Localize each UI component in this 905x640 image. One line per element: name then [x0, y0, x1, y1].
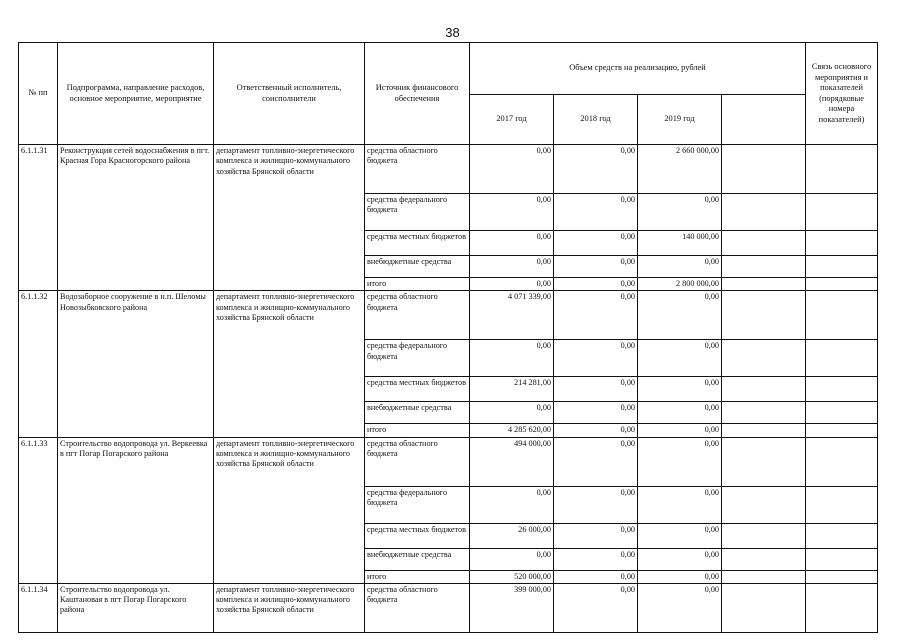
- funding-source: итого: [365, 570, 470, 583]
- amount-cell: 399 000,00: [470, 583, 554, 632]
- amount-cell: 0,00: [638, 548, 722, 570]
- amount-cell: 0,00: [554, 583, 638, 632]
- link-cell: [806, 424, 878, 437]
- amount-cell: 26 000,00: [470, 523, 554, 548]
- amount-cell: 0,00: [554, 570, 638, 583]
- amount-cell: 0,00: [470, 194, 554, 231]
- empty-year-cell: [722, 583, 806, 632]
- amount-cell: 0,00: [638, 437, 722, 486]
- header-volume: Объем средств на реализацию, рублей: [470, 43, 806, 95]
- funding-source: внебюджетные средства: [365, 402, 470, 424]
- amount-cell: 520 000,00: [470, 570, 554, 583]
- header-year-2019: 2019 год: [638, 95, 722, 145]
- link-cell: [806, 583, 878, 632]
- empty-year-cell: [722, 377, 806, 402]
- funding-source: средства областного бюджета: [365, 145, 470, 194]
- link-cell: [806, 377, 878, 402]
- amount-cell: 0,00: [638, 194, 722, 231]
- table-row: [19, 145, 878, 194]
- amount-cell: 0,00: [638, 486, 722, 523]
- link-cell: [806, 402, 878, 424]
- link-cell: [806, 548, 878, 570]
- funding-table: [18, 42, 878, 633]
- empty-year-cell: [722, 548, 806, 570]
- funding-source: средства местных бюджетов: [365, 377, 470, 402]
- amount-cell: 0,00: [554, 231, 638, 256]
- table-body: [19, 145, 878, 633]
- amount-cell: 0,00: [470, 231, 554, 256]
- empty-year-cell: [722, 194, 806, 231]
- funding-source: итого: [365, 424, 470, 437]
- executor: департамент топливно-энергетического комплекса и жилищно-коммунального хозяйства Брянской области: [214, 583, 365, 632]
- amount-cell: 4 071 339,00: [470, 291, 554, 340]
- link-cell: [806, 256, 878, 278]
- amount-cell: 0,00: [554, 548, 638, 570]
- amount-cell: 0,00: [554, 437, 638, 486]
- amount-cell: 0,00: [554, 486, 638, 523]
- table-row: [19, 583, 878, 632]
- empty-year-cell: [722, 523, 806, 548]
- amount-cell: 0,00: [638, 256, 722, 278]
- link-cell: [806, 291, 878, 340]
- amount-cell: 0,00: [554, 194, 638, 231]
- event-name: Строительство водопровода ул. Веркеевка в пгт Погар Погарского района: [58, 437, 214, 583]
- amount-cell: 0,00: [638, 340, 722, 377]
- empty-year-cell: [722, 437, 806, 486]
- amount-cell: 140 000,00: [638, 231, 722, 256]
- link-cell: [806, 145, 878, 194]
- amount-cell: 0,00: [470, 402, 554, 424]
- funding-source: средства федерального бюджета: [365, 486, 470, 523]
- link-cell: [806, 278, 878, 291]
- amount-cell: 0,00: [554, 523, 638, 548]
- empty-year-cell: [722, 402, 806, 424]
- amount-cell: 0,00: [470, 486, 554, 523]
- link-cell: [806, 437, 878, 486]
- amount-cell: 0,00: [470, 278, 554, 291]
- empty-year-cell: [722, 340, 806, 377]
- link-cell: [806, 486, 878, 523]
- row-number: 6.1.1.32: [19, 291, 58, 437]
- header-year-2018: 2018 год: [554, 95, 638, 145]
- amount-cell: 0,00: [554, 424, 638, 437]
- row-number: 6.1.1.34: [19, 583, 58, 632]
- header-year-2017: 2017 год: [470, 95, 554, 145]
- link-cell: [806, 523, 878, 548]
- header-year-empty: [722, 95, 806, 145]
- amount-cell: 0,00: [638, 583, 722, 632]
- funding-source: средства областного бюджета: [365, 291, 470, 340]
- link-cell: [806, 570, 878, 583]
- row-number: 6.1.1.31: [19, 145, 58, 291]
- funding-source: внебюджетные средства: [365, 548, 470, 570]
- funding-source: средства областного бюджета: [365, 437, 470, 486]
- link-cell: [806, 194, 878, 231]
- funding-source: средства областного бюджета: [365, 583, 470, 632]
- empty-year-cell: [722, 278, 806, 291]
- header-link: Связь основного мероприятия и показателей (порядковые номера показателей): [806, 43, 878, 145]
- amount-cell: 0,00: [470, 145, 554, 194]
- funding-source: средства федерального бюджета: [365, 194, 470, 231]
- header-num: № пп: [19, 43, 58, 145]
- executor: департамент топливно-энергетического комплекса и жилищно-коммунального хозяйства Брянской области: [214, 437, 365, 583]
- event-name: Реконструкция сетей водоснабжения в пгт. Красная Гора Красногорского района: [58, 145, 214, 291]
- amount-cell: 0,00: [470, 256, 554, 278]
- header-executor: Ответственный исполнитель, соисполнители: [214, 43, 365, 145]
- empty-year-cell: [722, 145, 806, 194]
- amount-cell: 494 000,00: [470, 437, 554, 486]
- amount-cell: 0,00: [638, 424, 722, 437]
- event-name: Строительство водопровода ул. Каштановая в пгт Погар Погарского района: [58, 583, 214, 632]
- funding-source: средства местных бюджетов: [365, 231, 470, 256]
- amount-cell: 0,00: [638, 523, 722, 548]
- funding-source: средства федерального бюджета: [365, 340, 470, 377]
- funding-source: итого: [365, 278, 470, 291]
- funding-source: средства местных бюджетов: [365, 523, 470, 548]
- header-source: Источник финансового обеспечения: [365, 43, 470, 145]
- amount-cell: 0,00: [470, 548, 554, 570]
- header-program: Подпрограмма, направление расходов, основное мероприятие, мероприятие: [58, 43, 214, 145]
- amount-cell: 0,00: [470, 340, 554, 377]
- executor: департамент топливно-энергетического комплекса и жилищно-коммунального хозяйства Брянской области: [214, 291, 365, 437]
- amount-cell: 2 800 000,00: [638, 278, 722, 291]
- amount-cell: 0,00: [554, 278, 638, 291]
- amount-cell: 0,00: [554, 145, 638, 194]
- funding-source: внебюджетные средства: [365, 256, 470, 278]
- amount-cell: 0,00: [554, 340, 638, 377]
- empty-year-cell: [722, 256, 806, 278]
- empty-year-cell: [722, 291, 806, 340]
- amount-cell: 0,00: [554, 402, 638, 424]
- amount-cell: 2 660 000,00: [638, 145, 722, 194]
- amount-cell: 0,00: [638, 402, 722, 424]
- event-name: Водозаборное сооружение в н.п. Шеломы Новозыбковского района: [58, 291, 214, 437]
- empty-year-cell: [722, 570, 806, 583]
- empty-year-cell: [722, 231, 806, 256]
- table-row: [19, 291, 878, 340]
- page-number: 38: [445, 25, 460, 40]
- amount-cell: 0,00: [638, 377, 722, 402]
- amount-cell: 214 281,00: [470, 377, 554, 402]
- amount-cell: 0,00: [638, 570, 722, 583]
- empty-year-cell: [722, 424, 806, 437]
- link-cell: [806, 340, 878, 377]
- executor: департамент топливно-энергетического комплекса и жилищно-коммунального хозяйства Брянской области: [214, 145, 365, 291]
- empty-year-cell: [722, 486, 806, 523]
- link-cell: [806, 231, 878, 256]
- amount-cell: 0,00: [554, 291, 638, 340]
- amount-cell: 4 285 620,00: [470, 424, 554, 437]
- row-number: 6.1.1.33: [19, 437, 58, 583]
- amount-cell: 0,00: [638, 291, 722, 340]
- amount-cell: 0,00: [554, 377, 638, 402]
- amount-cell: 0,00: [554, 256, 638, 278]
- table-row: [19, 437, 878, 486]
